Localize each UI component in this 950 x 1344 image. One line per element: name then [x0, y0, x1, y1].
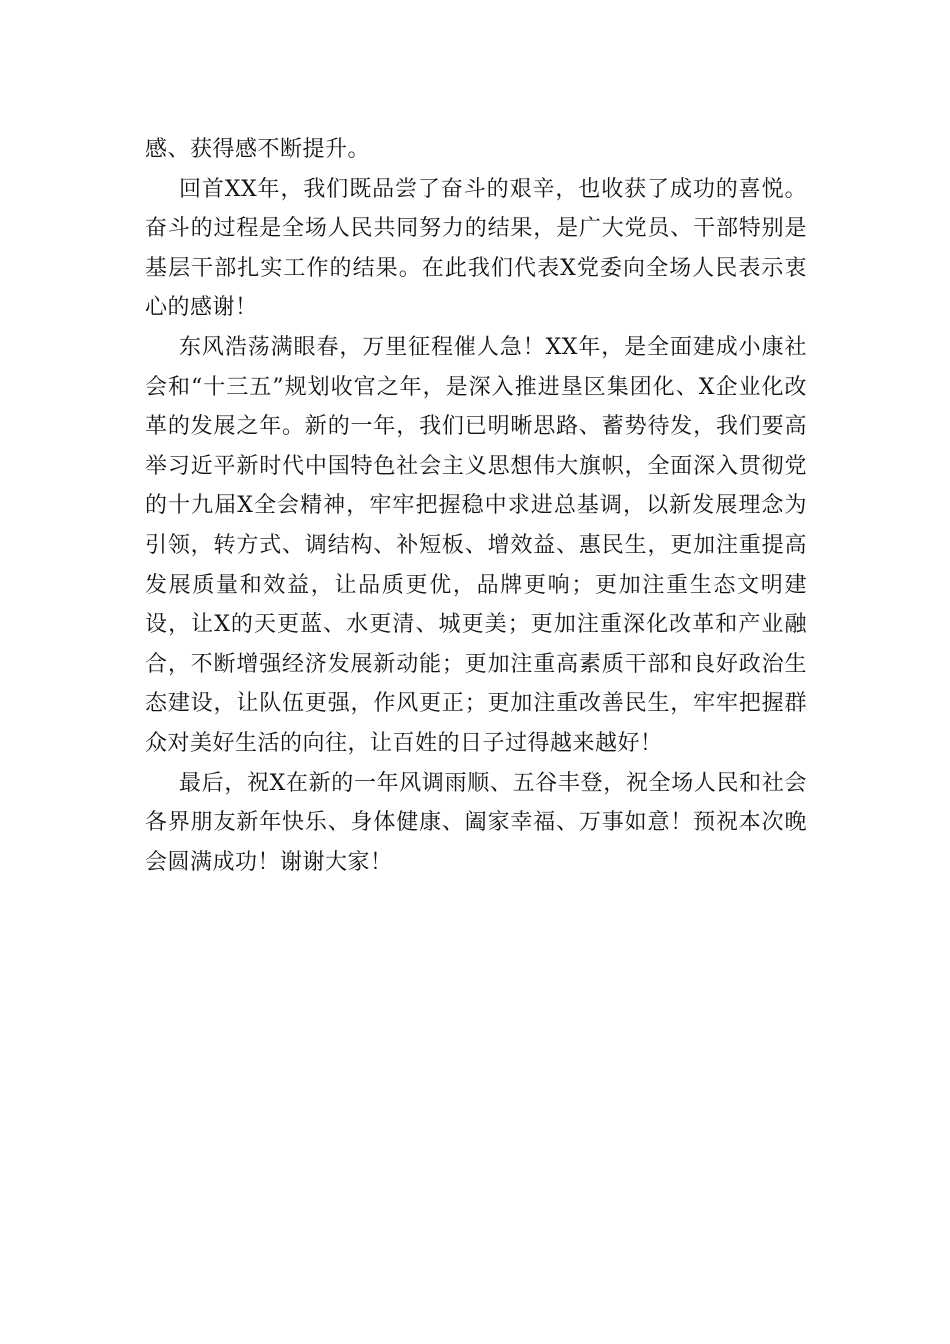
paragraph-continuation: 感、获得感不断提升。	[145, 137, 371, 162]
document-body	[145, 130, 807, 882]
paragraph-closing-wishes: 最后，祝X在新的一年风调雨顺、五谷丰登，祝全场人民和社会各界朋友新年快乐、身体健康、阖家幸福、万事如意！预祝本次晚会圆满成功！谢谢大家！	[145, 770, 807, 875]
paragraph-retrospect: 回首XX年，我们既品尝了奋斗的艰辛，也收获了成功的喜悦。奋斗的过程是全场人民共同努力的结果，是广大党员、干部特别是基层干部扎实工作的结果。在此我们代表X党委向全场人民表示衷心的感谢！	[145, 176, 807, 321]
paragraph-outlook: 东风浩荡满眼春，万里征程催人急！XX年，是全面建成小康社会和“十三五”规划收官之年，是深入推进垦区集团化、X企业化改革的发展之年。新的一年，我们已明晰思路、蓄势待发，我们要高举习近平新时代中国特色社会主义思想伟大旗帜，全面深入贯彻党的十九届X全会精神，牢牢把握稳中求进总基调，以新发展理念为引领，转方式、调结构、补短板、增效益、惠民生，更加注重提高发展质量和效益，让品质更优，品牌更响；更加注重生态文明建设，让X的天更蓝、水更清、城更美；更加注重深化改革和产业融合，不断增强经济发展新动能；更加注重高素质干部和良好政治生态建设，让队伍更强，作风更正；更加注重改善民生，牢牢把握群众对美好生活的向往，让百姓的日子过得越来越好！	[145, 334, 807, 756]
